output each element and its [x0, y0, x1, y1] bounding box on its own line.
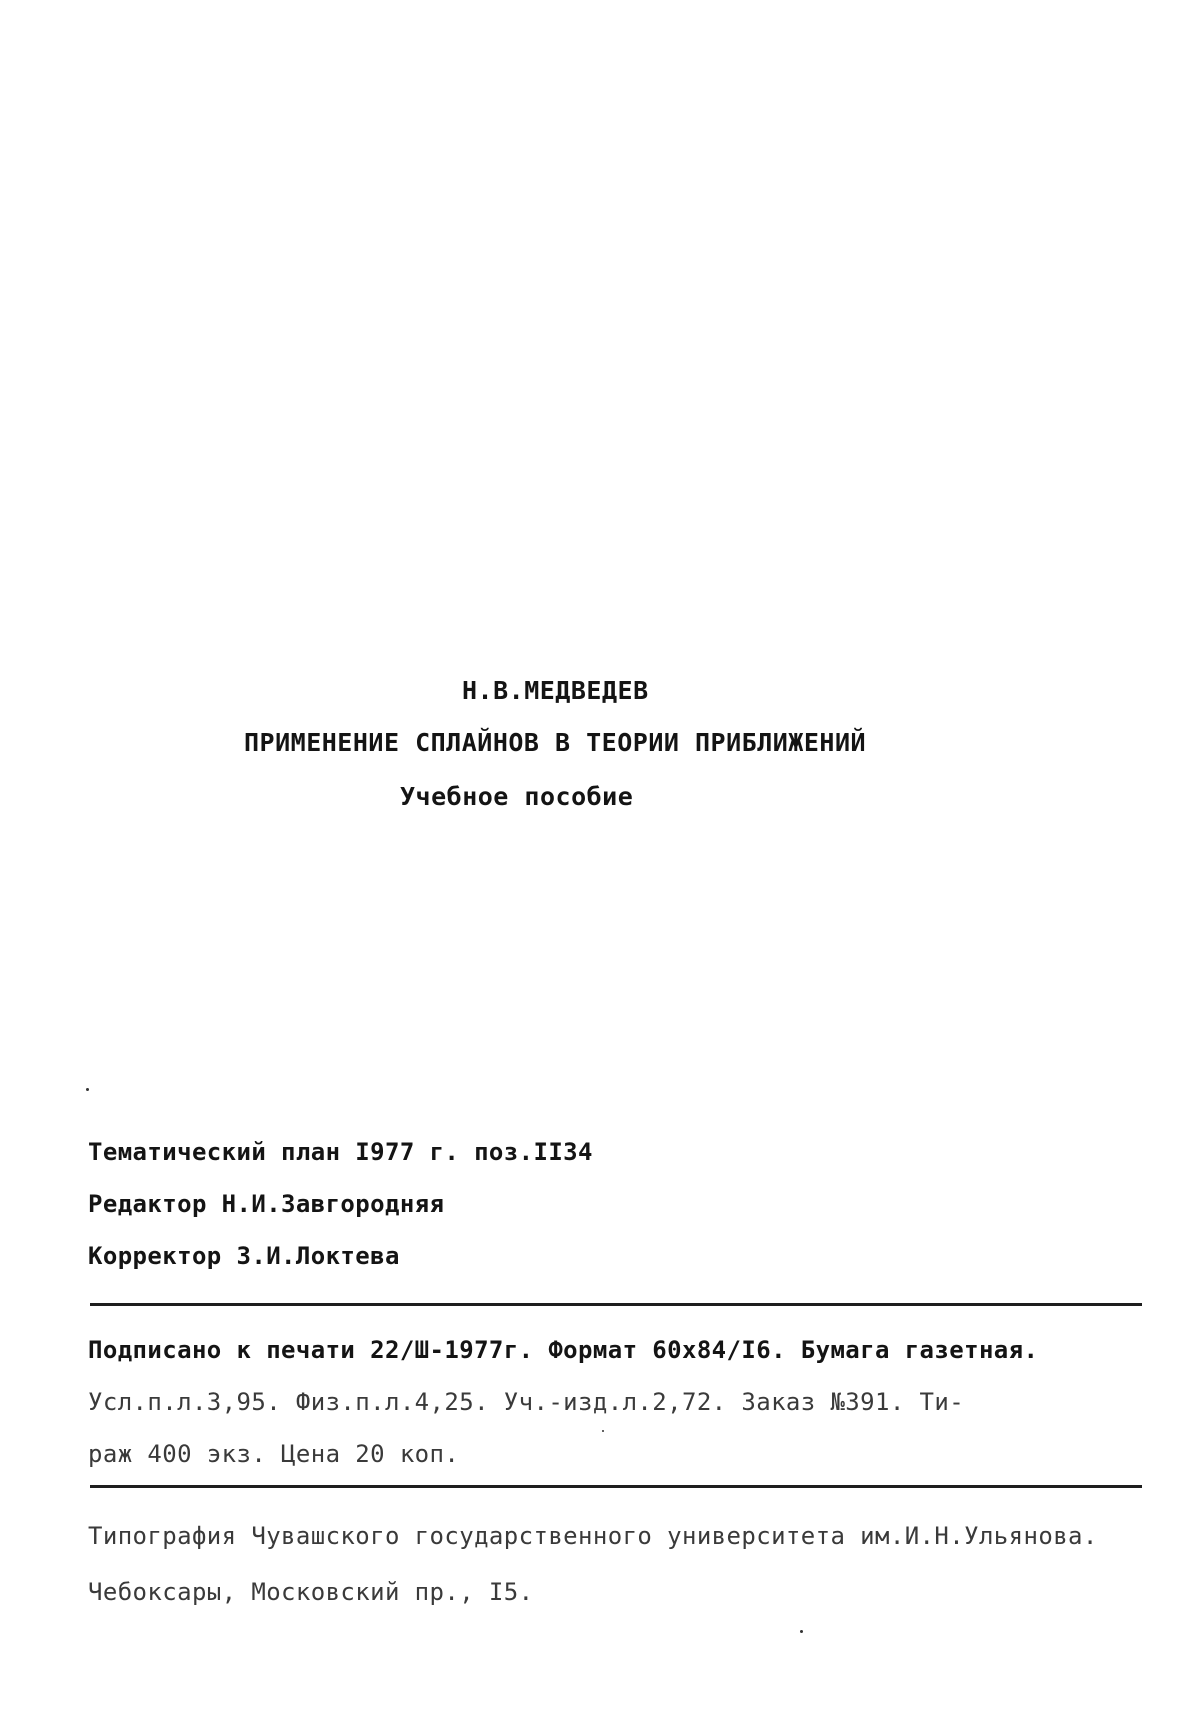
scan-speck [602, 1430, 604, 1432]
corrector-line: Корректор З.И.Локтева [88, 1242, 400, 1270]
scan-speck [86, 1088, 89, 1091]
printing-house-address-line: Чебоксары, Московский пр., I5. [88, 1578, 534, 1606]
thematic-plan-line: Тематический план I977 г. поз.II34 [88, 1138, 593, 1166]
book-title: ПРИМЕНЕНИЕ СПЛАЙНОВ В ТЕОРИИ ПРИБЛИЖЕНИЙ [244, 728, 867, 757]
editor-line: Редактор Н.И.Завгородняя [88, 1190, 445, 1218]
sheets-order-line: Усл.п.л.3,95. Физ.п.л.4,25. Уч.-изд.л.2,72. Заказ №391. Ти- [88, 1388, 965, 1416]
scan-speck [800, 1630, 803, 1633]
signed-for-print-line: Подписано к печати 22/Ш-1977г. Формат 60х84/I6. Бумага газетная. [88, 1336, 1039, 1364]
print-run-price-line: раж 400 экз. Цена 20 коп. [88, 1440, 460, 1468]
imprint-divider-bottom [90, 1485, 1142, 1488]
author-name: Н.В.МЕДВЕДЕВ [462, 676, 649, 705]
printing-house-line: Типография Чувашского государственного университета им.И.Н.Ульянова. [88, 1522, 1098, 1550]
imprint-divider-top [90, 1303, 1142, 1306]
book-subtitle: Учебное пособие [400, 782, 634, 811]
